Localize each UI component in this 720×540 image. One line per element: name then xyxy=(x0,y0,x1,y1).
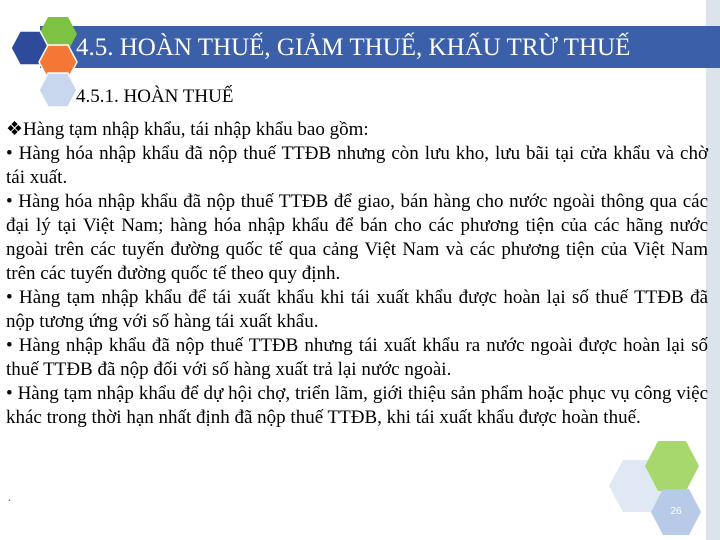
slide-body xyxy=(6,118,708,430)
diamond-bullet-icon: ❖ xyxy=(6,119,24,140)
bullet-item xyxy=(6,286,708,334)
bullet-text: Hàng tạm nhập khẩu để dự hội chợ, triển lãm, giới thiệu sản phẩm hoặc phục vụ công việc khác trong thời hạn nhất định đã nộp thuế TTĐB, khi tái xuất khẩu được hoàn thuế. xyxy=(6,383,709,428)
bullet-item xyxy=(6,142,708,190)
intro-text: Hàng tạm nhập khẩu, tái nhập khẩu bao gồm: xyxy=(23,119,369,140)
bullet-item xyxy=(6,382,708,430)
bullet-icon: • xyxy=(6,383,13,404)
footer-dot: . xyxy=(8,490,11,504)
bullet-icon: • xyxy=(6,143,13,164)
hexagon-decoration-light-blue xyxy=(38,72,78,108)
section-subtitle: 4.5.1. HOÀN THUẾ xyxy=(76,86,234,107)
bullet-icon: • xyxy=(6,191,13,212)
page-number: 26 xyxy=(670,506,682,517)
bullet-text: Hàng hóa nhập khẩu đã nộp thuế TTĐB nhưng còn lưu kho, lưu bãi tại cửa khẩu và chờ tái xuất. xyxy=(6,143,709,188)
bullet-text: Hàng hóa nhập khẩu đã nộp thuế TTĐB để giao, bán hàng cho nước ngoài thông qua các đại lý tại Việt Nam; hàng hóa nhập khẩu để bán cho các phương tiện của các hãng nước ngoài trên các tuyến đường quốc tế qua cảng Việt Nam và các phương tiện của Việt Nam trên các tuyến đường quốc tế theo quy định. xyxy=(6,191,709,284)
slide-title: 4.5. HOÀN THUẾ, GIẢM THUẾ, KHẤU TRỪ THUẾ xyxy=(76,34,631,61)
bullet-text: Hàng tạm nhập khẩu để tái xuất khẩu khi tái xuất khẩu được hoàn lại số thuế TTĐB đã nộp tương ứng với số hàng tái xuất khẩu. xyxy=(6,287,709,332)
bullet-item xyxy=(6,334,708,382)
bullet-icon: • xyxy=(6,335,13,356)
right-side-panel xyxy=(706,0,720,540)
bullet-text: Hàng nhập khẩu đã nộp thuế TTĐB nhưng tái xuất khẩu ra nước ngoài được hoàn lại số thuế TTĐB đã nộp đối với số hàng xuất trả lại nước ngoài. xyxy=(6,335,709,380)
bullet-icon: • xyxy=(6,287,13,308)
intro-line xyxy=(6,118,708,142)
bullet-item xyxy=(6,190,708,286)
